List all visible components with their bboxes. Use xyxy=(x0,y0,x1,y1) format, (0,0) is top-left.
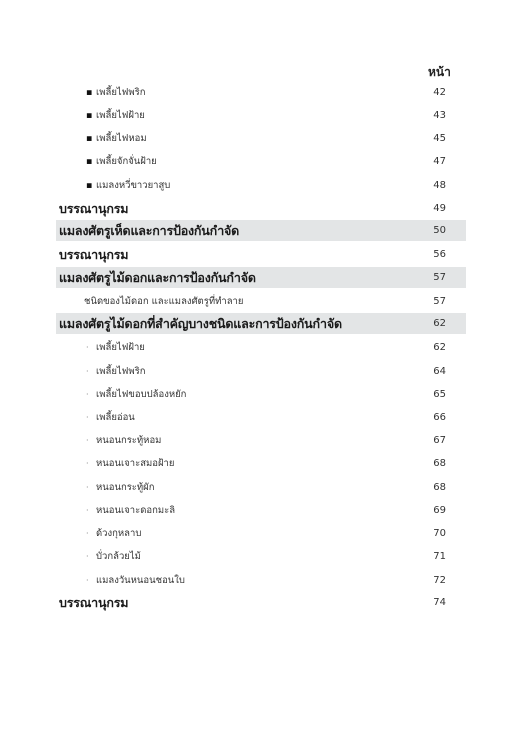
toc-entry[interactable] xyxy=(56,82,466,103)
dot-marker-icon: · xyxy=(86,390,89,399)
toc-entry[interactable] xyxy=(56,407,466,428)
toc-entry[interactable] xyxy=(56,453,466,474)
toc-entry[interactable] xyxy=(56,151,466,172)
toc-section[interactable] xyxy=(56,244,466,265)
dot-marker-icon: · xyxy=(86,459,89,468)
toc-chapter[interactable] xyxy=(56,220,466,241)
toc-entry-page: 64 xyxy=(433,366,446,377)
toc-chapter-title: แมลงศัตรูไม้ดอกที่สำคัญบางชนิดและการป้องกันกำจัด xyxy=(59,315,342,331)
toc-entry[interactable] xyxy=(56,477,466,498)
toc-chapter-title: แมลงศัตรูเห็ดและการป้องกันกำจัด xyxy=(59,222,240,238)
toc-entry-title: หนอนเจาะสมอฝ้าย xyxy=(96,458,175,469)
bullet-icon: ▪ xyxy=(86,180,93,191)
toc-entry-page: 62 xyxy=(433,342,446,353)
toc-section-title: บรรณานุกรม xyxy=(59,594,129,610)
toc-entry-title: หนอนเจาะดอกมะลิ xyxy=(96,505,176,516)
toc-entry-title: เพลี้ยไฟฝ้าย xyxy=(96,110,145,121)
toc-entry-page: 68 xyxy=(433,482,446,493)
toc-section-page: 49 xyxy=(433,203,446,214)
toc-entry[interactable] xyxy=(56,546,466,567)
bullet-icon: ▪ xyxy=(86,87,93,98)
toc-entry-page: 47 xyxy=(433,156,446,167)
toc-entry-page: 66 xyxy=(433,412,446,423)
toc-chapter[interactable] xyxy=(56,267,466,288)
toc-section-title: บรรณานุกรม xyxy=(59,246,129,262)
toc-subsection-page: 57 xyxy=(433,296,446,307)
toc-entry-title: เพลี้ยอ่อน xyxy=(96,412,135,423)
toc-entry-title: เพลี้ยไฟขอบปล้องหยัก xyxy=(96,389,187,400)
toc-section[interactable] xyxy=(56,592,466,613)
toc-subsection[interactable] xyxy=(56,291,466,312)
bullet-icon: ▪ xyxy=(86,133,93,144)
toc-entry-title: หนอนกระทู้หอม xyxy=(96,435,162,446)
dot-marker-icon: · xyxy=(86,413,89,422)
toc-section-title: บรรณานุกรม xyxy=(59,200,129,216)
dot-marker-icon: · xyxy=(86,576,89,585)
toc-section-page: 56 xyxy=(433,249,446,260)
toc-entry-page: 69 xyxy=(433,505,446,516)
bullet-icon: ▪ xyxy=(86,156,93,167)
toc-entry-page: 48 xyxy=(433,180,446,191)
toc-entry[interactable] xyxy=(56,523,466,544)
toc-entry-title: เพลี้ยไฟหอม xyxy=(96,133,147,144)
toc-entry-title: เพลี้ยไฟฝ้าย xyxy=(96,342,145,353)
toc-entry[interactable] xyxy=(56,384,466,405)
toc-entry[interactable] xyxy=(56,361,466,382)
toc-entry[interactable] xyxy=(56,337,466,358)
toc-entry[interactable] xyxy=(56,570,466,591)
dot-marker-icon: · xyxy=(86,367,89,376)
toc-entry[interactable] xyxy=(56,105,466,126)
toc-entry-title: เพลี้ยไฟพริก xyxy=(96,87,146,98)
toc-entry[interactable] xyxy=(56,128,466,149)
toc-subsection-title: ชนิดของไม้ดอก และแมลงศัตรูที่ทำลาย xyxy=(84,296,244,307)
dot-marker-icon: · xyxy=(86,552,89,561)
dot-marker-icon: · xyxy=(86,483,89,492)
toc-chapter-page: 57 xyxy=(433,272,446,283)
toc-chapter[interactable] xyxy=(56,313,466,334)
toc-section[interactable] xyxy=(56,198,466,219)
toc-section-page: 74 xyxy=(433,597,446,608)
toc-entry-page: 65 xyxy=(433,389,446,400)
toc-entry-title: แมลงวันหนอนชอนใบ xyxy=(96,575,185,586)
toc-chapter-page: 50 xyxy=(433,225,446,236)
toc-entry-page: 43 xyxy=(433,110,446,121)
toc-entry-page: 68 xyxy=(433,458,446,469)
dot-marker-icon: · xyxy=(86,343,89,352)
toc-entry-title: บั่วกล้วยไม้ xyxy=(96,551,141,562)
toc-entry-page: 72 xyxy=(433,575,446,586)
page-column-header: หน้า xyxy=(428,65,451,79)
toc-entry-title: หนอนกระทู้ผัก xyxy=(96,482,155,493)
toc-entry-page: 42 xyxy=(433,87,446,98)
toc-entry-page: 71 xyxy=(433,551,446,562)
toc-entry[interactable] xyxy=(56,430,466,451)
toc-entry-title: เพลี้ยจักจั่นฝ้าย xyxy=(96,156,157,167)
dot-marker-icon: · xyxy=(86,529,89,538)
toc-entry[interactable] xyxy=(56,500,466,521)
toc-entry-title: เพลี้ยไฟพริก xyxy=(96,366,146,377)
toc-entry-page: 70 xyxy=(433,528,446,539)
toc-chapter-page: 62 xyxy=(433,318,446,329)
toc-entry-page: 67 xyxy=(433,435,446,446)
toc-entry-title: ด้วงกุหลาบ xyxy=(96,528,142,539)
toc-entry-page: 45 xyxy=(433,133,446,144)
dot-marker-icon: · xyxy=(86,436,89,445)
toc-chapter-title: แมลงศัตรูไม้ดอกและการป้องกันกำจัด xyxy=(59,269,256,285)
toc-entry[interactable] xyxy=(56,175,466,196)
bullet-icon: ▪ xyxy=(86,110,93,121)
toc-entry-title: แมลงหวี่ขาวยาสูบ xyxy=(96,180,171,191)
dot-marker-icon: · xyxy=(86,506,89,515)
